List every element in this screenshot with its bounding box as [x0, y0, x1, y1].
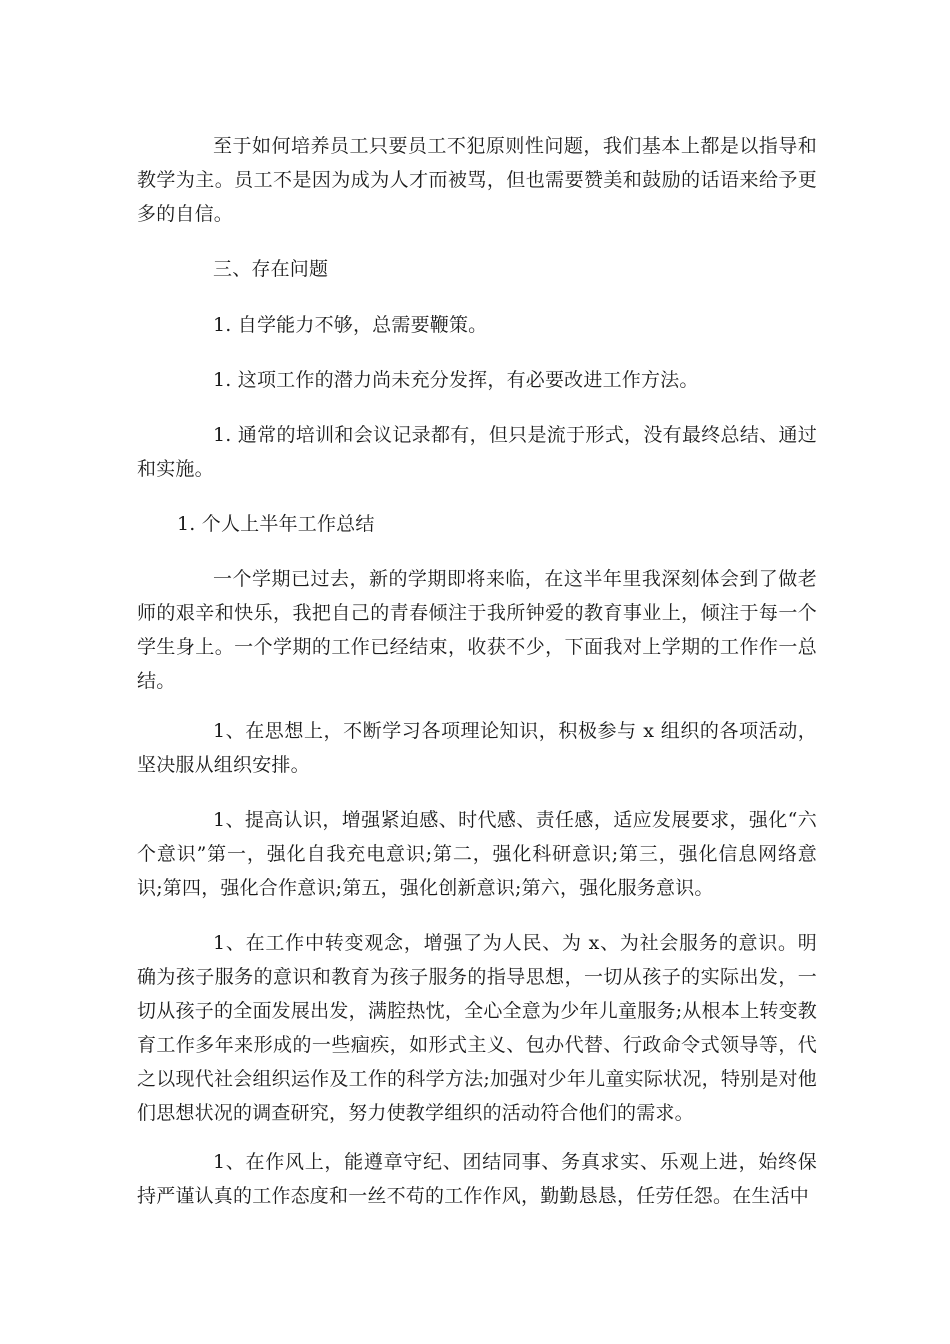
paragraph-six-awareness: 1、提高认识，增强紧迫感、时代感、责任感，适应发展要求，强化“六个意识”第一，强化自我充电意识;第二，强化科研意识;第三，强化信息网络意识;第四，强化合作意识;第五，强化创新意识;第六，强化服务意识。 [137, 809, 817, 899]
paragraph-staff-training: 至于如何培养员工只要员工不犯原则性问题，我们基本上都是以指导和教学为主。员工不是因为成为人才而被骂，但也需要赞美和鼓励的话语来给予更多的自信。 [137, 135, 817, 225]
paragraph-semester-intro: 一个学期已过去，新的学期即将来临，在这半年里我深刻体会到了做老师的艰辛和快乐，我把自己的青春倾注于我所钟爱的教育事业上，倾注于每一个学生身上。一个学期的工作已经结束，收获不少，下面我对上学期的工作作一总结。 [137, 568, 817, 692]
section-heading-existing-problems: 三、存在问题 [213, 258, 329, 280]
paragraph-problem-self-study: 1. 自学能力不够，总需要鞭策。 [213, 314, 488, 336]
paragraph-work-concept: 1、在工作中转变观念，增强了为人民、为 x、为社会服务的意识。明确为孩子服务的意识和教育为孩子服务的指导思想，一切从孩子的实际出发，一切从孩子的全面发展出发，满腔热忱，全心全意为少年儿童服务;从根本上转变教育工作多年来形成的一些痼疾，如形式主义、包办代替、行政命令式领导等，代之以现代社会组织运作及工作的科学方法;加强对少年儿童实际状况，特别是对他们思想状况的调查研究，努力使教学组织的活动符合他们的需求。 [137, 932, 817, 1124]
section-heading-half-year-summary: 1. 个人上半年工作总结 [177, 513, 375, 535]
paragraph-problem-potential: 1. 这项工作的潜力尚未充分发挥，有必要改进工作方法。 [213, 369, 699, 391]
paragraph-work-style: 1、在作风上，能遵章守纪、团结同事、务真求实、乐观上进，始终保持严谨认真的工作态度和一丝不苟的工作作风，勤勤恳恳，任劳任怨。在生活中 [137, 1151, 817, 1207]
paragraph-problem-training-records: 1. 通常的培训和会议记录都有，但只是流于形式，没有最终总结、通过和实施。 [137, 424, 817, 480]
paragraph-ideology: 1、在思想上，不断学习各项理论知识，积极参与 x 组织的各项活动，坚决服从组织安排。 [137, 720, 817, 776]
